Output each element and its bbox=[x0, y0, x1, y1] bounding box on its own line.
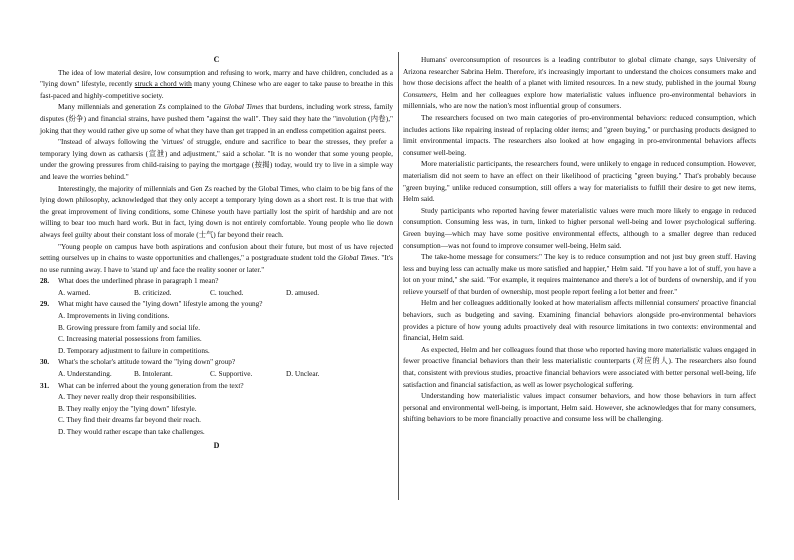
question-number: 28. bbox=[40, 276, 50, 286]
paragraph-1 bbox=[403, 54, 756, 112]
paragraph-5: The take-home message for consumers:" The key is to reduce consumption and not just buy green stuff. Having less and buying less can actually make us more satisfied and happier," Helm said. "If you have a lot of stuff, you have a lot on your mind," she said. "For example, it requires maintenance and there's a lot of burdens of ownership, and if you relieve yourself of that burden of ownership, most people report feeling a lot better and freer." bbox=[403, 252, 756, 296]
option-b: B. criticized. bbox=[134, 287, 172, 297]
paragraph-text: The idea of low material desire, low consumption and refusing to work, marry and have children, concluded as a "lying down" lifestyle, recently bbox=[40, 67, 393, 89]
option-b: B. They really enjoy the "lying down" lifestyle. bbox=[58, 403, 197, 413]
paragraph-7: As expected, Helm and her colleagues found that those who reported having more materialistic values engaged in fewer proactive financial behaviors than their less materialistic counterparts (对应的人). The researchers also found that, consistent with previous studies, proactive financial behaviors were associated with better personal well-being, life satisfaction and financial satisfaction, as well as lower psychological suffering. bbox=[403, 344, 756, 389]
section-c-heading: C bbox=[213, 55, 220, 64]
option-b: B. Growing pressure from family and social life. bbox=[58, 322, 201, 332]
italic-title: Global Times bbox=[338, 253, 378, 263]
question-text: What's the scholar's attitude toward the "lying down" group? bbox=[58, 357, 236, 367]
option-c: C. Supportive. bbox=[210, 369, 253, 379]
option-d: D. Temporary adjustment to failure in competitions. bbox=[58, 345, 210, 355]
paragraph-3: More materialistic participants, the researchers found, were unlikely to engage in reduced consumption. However, materialism did not seem to have an effect on their likelihood of practicing "green buying." That's probably because "green buying," unlike reduced consumption, still offers a way for materialists to fulfill their desire to get new items, Helm said. bbox=[403, 159, 756, 204]
paragraph-6: Helm and her colleagues additionally looked at how materialism affects millennial consumers' proactive financial behaviors, such as budgeting and saving. Examining financial behaviors alongside pro-environmental behaviors provides a picture of how young adults proactively deal with resource limitations in two contexts: environmental and financial, Helm said. bbox=[403, 298, 756, 343]
paragraph-3: "Instead of always following the 'virtues' of struggle, endure and sacrifice to bear the stresses, they prefer a temporary lying down as catharsis (宣泄) and adjustment," said a scholar. "It is no wonder that some young people, under the growing pressures from child-raising to paying the mortgage (按揭) today, would try to live in a simple way and leave the worries behind." bbox=[40, 137, 393, 181]
right-column bbox=[403, 54, 756, 425]
option-c: C. Increasing material possessions from families. bbox=[58, 334, 202, 344]
column-divider bbox=[398, 52, 399, 500]
paragraph-text: many young Chinese who are eager to take pause to breathe in this fast-paced and highly-competitive society. bbox=[40, 79, 393, 100]
left-column bbox=[40, 54, 393, 452]
paragraph-text: "Young people on campus have both aspirations and confusion about their future, but most of us have rejected setting ourselves up in chains to waste opportunities and challenges," a postgraduate student told the bbox=[40, 241, 393, 263]
option-d: D. amused. bbox=[286, 287, 320, 297]
question-28 bbox=[40, 275, 393, 298]
question-30 bbox=[40, 356, 393, 379]
paragraph-text: that burdens, including work stress, family disputes (纷争) and financial strains, have pushed them "against the wall". They said they hate the "involution (内卷)," joking that they would rather give up some of what they have than get trapped in an endless competition against peers. bbox=[40, 102, 393, 135]
paragraph-text: , Helm and her colleagues explore how materialistic values influence pro-environmental behaviors in millennials, who are now the nation's most influential group of consumers. bbox=[403, 89, 756, 111]
question-text: What might have caused the "lying down" lifestyle among the young? bbox=[58, 299, 263, 309]
option-a: A. They never really drop their responsibilities. bbox=[58, 392, 197, 402]
paragraph-5 bbox=[40, 241, 393, 276]
question-31 bbox=[40, 380, 393, 438]
paragraph-4: Interestingly, the majority of millennials and Gen Zs reached by the Global Times, who claim to be big fans of the lying down philosophy, acknowledged that they only accept a temporary lying down as a short rest. It is true that with the great improvement of living conditions, some Chinese youth have partially lost the spirit of hardship and are not willing to bear too much hard work. But in fact, lying down is not entirely comfortable. Young people who lie down always feel guilty about their constant loss of morale (士气) far beyond their reach. bbox=[40, 183, 393, 239]
underlined-phrase: struck a chord with bbox=[134, 79, 192, 89]
paragraph-2: The researchers focused on two main categories of pro-environmental behaviors: reduced consumption, which includes actions like repairing instead of replacing older items; and "green buying," or purchasing products designed to limit environmental impacts. The researchers also looked at how engaging in pro-environmental behaviors affects consumer well-being. bbox=[403, 112, 756, 157]
option-a: A. warned. bbox=[58, 287, 91, 297]
section-d-heading: D bbox=[213, 440, 220, 450]
question-text: What does the underlined phrase in paragraph 1 mean? bbox=[58, 276, 219, 286]
option-a: A. Understanding. bbox=[58, 369, 112, 379]
option-c: C. They find their dreams far beyond their reach. bbox=[58, 415, 201, 425]
italic-title: Young Consumers bbox=[403, 78, 756, 99]
paragraph-4: Study participants who reported having fewer materialistic values were much more likely to engage in reduced consumption. Consuming less was, in turn, linked to higher personal well-being and lower psychological suffering. Green buying—which may have some positive environmental effects, although to a smaller degree than reduced consumption—was not found to improve consumer well-being, Helm said. bbox=[403, 205, 756, 250]
paragraph-text: Many millennials and generation Zs complained to the bbox=[58, 102, 224, 112]
question-number: 29. bbox=[40, 299, 50, 309]
paragraph-1 bbox=[40, 67, 393, 102]
italic-title: Global Times bbox=[223, 102, 264, 112]
question-text: What can be inferred about the young generation from the text? bbox=[58, 380, 244, 390]
option-b: B. Intolerant. bbox=[134, 369, 173, 379]
option-a: A. Improvements in living conditions. bbox=[58, 311, 170, 321]
option-d: D. Unclear. bbox=[286, 369, 320, 379]
paragraph-2 bbox=[40, 101, 393, 136]
question-number: 31. bbox=[40, 380, 50, 390]
option-d: D. They would rather escape than take challenges. bbox=[58, 427, 205, 436]
option-c: C. touched. bbox=[210, 287, 244, 297]
paragraph-text: Humans' overconsumption of resources is a leading contributor to global climate change, says University of Arizona researcher Sabrina Helm. Therefore, it's increasingly important to understand the choices consumers make and how those decisions affect the health of a planet with limited resources. In a new study, published in the journal bbox=[403, 55, 756, 88]
paragraph-8: Understanding how materialistic values impact consumer behaviors, and how those behaviors in turn affect personal and environmental well-being, is important, Helm said. However, she acknowledges that for many consumers, shifting behaviors to be more financially proactive and consume less will be challenging. bbox=[403, 391, 756, 424]
paragraph-text: . "It's no use running away. I have to 'stand up' and face the reality sooner or later." bbox=[40, 253, 393, 274]
question-29 bbox=[40, 298, 393, 356]
question-number: 30. bbox=[40, 357, 50, 367]
